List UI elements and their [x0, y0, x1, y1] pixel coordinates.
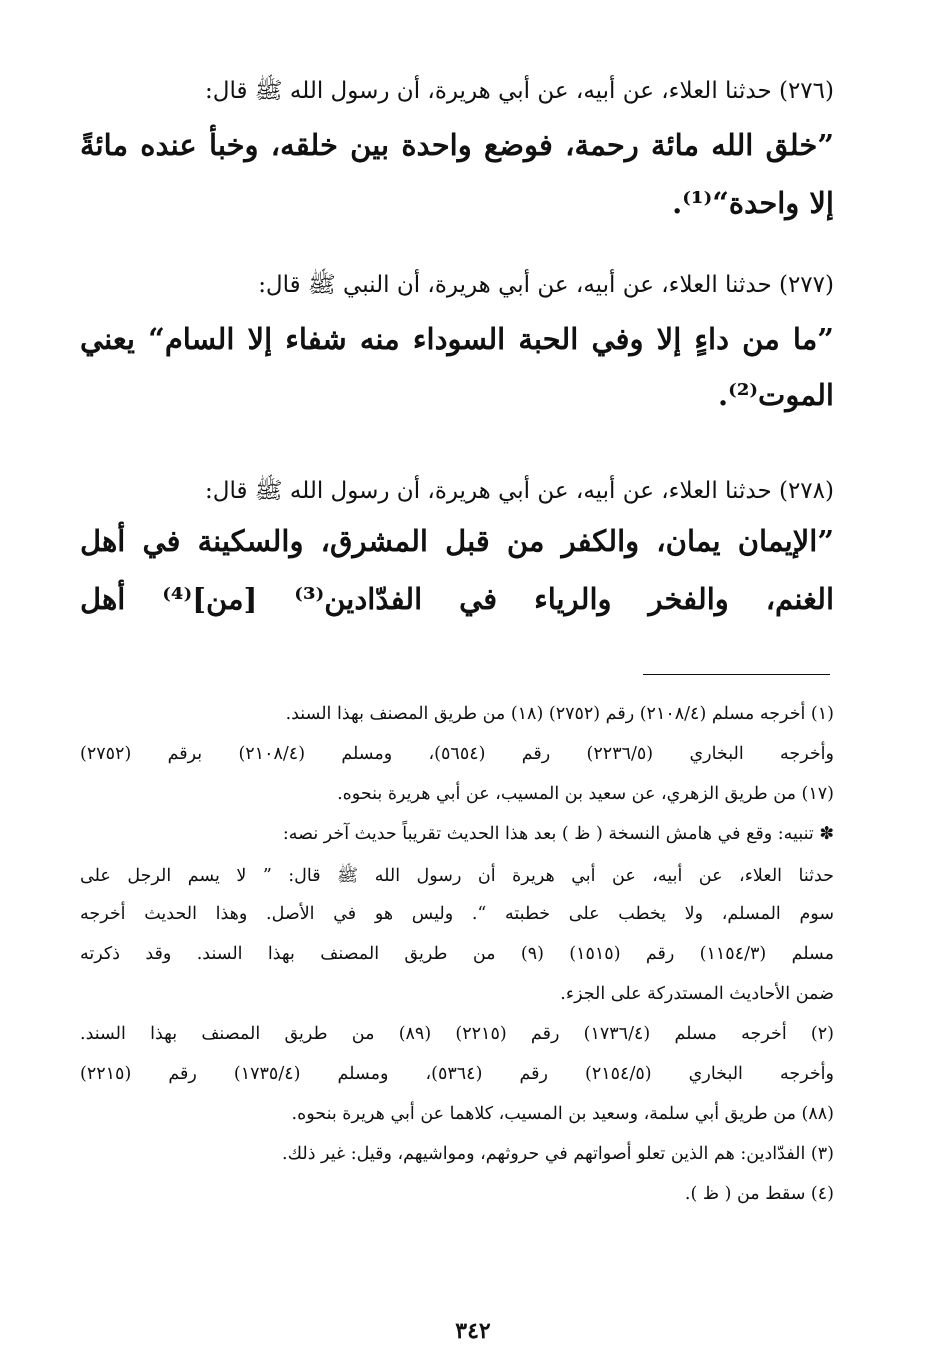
footnote-4: (٤) سقط من ( ظ ). [684, 1184, 834, 1204]
footnote-2-line-2: وأخرجه البخاري (٢١٥٤/٥) رقم (٥٣٦٤)، ومسلم (١٧٣٥/٤) رقم (٢٢١٥) [80, 1064, 834, 1084]
hadith-277-text-line-1: ”ما من داءٍ إلا وفي الحبة السوداء منه شفاء إلا السام“ يعني [80, 322, 834, 356]
footnote-1-note-line-1: ✽ تنبيه: وقع في هامش النسخة ( ظ ) بعد هذا الحديث تقريباً حديث آخر نصه: [282, 824, 834, 844]
hadith-278-text-line-1: ”الإيمان يمان، والكفر من قبل المشرق، والسكينة في أهل [80, 524, 834, 558]
footnote-2-line-1: (٢) أخرجه مسلم (١٧٣٦/٤) رقم (٢٢١٥) (٨٩) من طريق المصنف بهذا السند. [80, 1024, 834, 1044]
footnote-2-line-3: (٨٨) من طريق أبي سلمة، وسعيد بن المسيب، كلاهما عن أبي هريرة بنحوه. [291, 1104, 834, 1124]
footnote-1-note-line-5: ضمن الأحاديث المستدركة على الجزء. [560, 984, 834, 1004]
footnote-1-note-line-2: حدثنا العلاء، عن أبيه، عن أبي هريرة أن رسول الله ﷺ قال: ” لا يسم الرجل على [80, 866, 834, 886]
hadith-276-text-line-2: إلا واحدة“⁽¹⁾. [672, 186, 834, 220]
hadith-276-text-line-1: ”خلق الله مائة رحمة، فوضع واحدة بين خلقه، وخبأ عنده مائةً [80, 128, 834, 162]
hadith-276-intro: (٢٧٦) حدثنا العلاء، عن أبيه، عن أبي هريرة، أن رسول الله ﷺ قال: [205, 78, 834, 104]
hadith-278-intro: (٢٧٨) حدثنا العلاء، عن أبيه، عن أبي هريرة، أن رسول الله ﷺ قال: [205, 478, 834, 504]
footnote-1-note-line-3: سوم المسلم، ولا يخطب على خطبته “. وليس هو في الأصل. وهذا الحديث أخرجه [80, 904, 834, 924]
footnote-separator [643, 674, 830, 675]
hadith-277-intro: (٢٧٧) حدثنا العلاء، عن أبيه، عن أبي هريرة، أن النبي ﷺ قال: [258, 272, 834, 298]
footnote-1-line-1: (١) أخرجه مسلم (٢١٠٨/٤) رقم (٢٧٥٢) (١٨) من طريق المصنف بهذا السند. [285, 704, 834, 724]
footnote-1-note-line-4: مسلم (١١٥٤/٣) رقم (١٥١٥) (٩) من طريق المصنف بهذا السند. وقد ذكرته [80, 944, 834, 964]
footnote-1-line-3: (١٧) من طريق الزهري، عن سعيد بن المسيب، عن أبي هريرة بنحوه. [337, 784, 834, 804]
footnote-3: (٣) الفدّادين: هم الذين تعلو أصواتهم في حروثهم، ومواشيهم، وقيل: غير ذلك. [282, 1144, 834, 1164]
page-number: ٣٤٢ [455, 1318, 491, 1344]
hadith-277-text-line-2: الموت⁽²⁾. [717, 378, 834, 412]
hadith-278-text-line-2: الغنم، والفخر والرياء في الفدّادين⁽³⁾ [من]⁽⁴⁾ أهل [80, 582, 834, 616]
footnote-1-line-2: وأخرجه البخاري (٢٢٣٦/٥) رقم (٥٦٥٤)، ومسلم (٢١٠٨/٤) برقم (٢٧٥٢) [80, 744, 834, 764]
